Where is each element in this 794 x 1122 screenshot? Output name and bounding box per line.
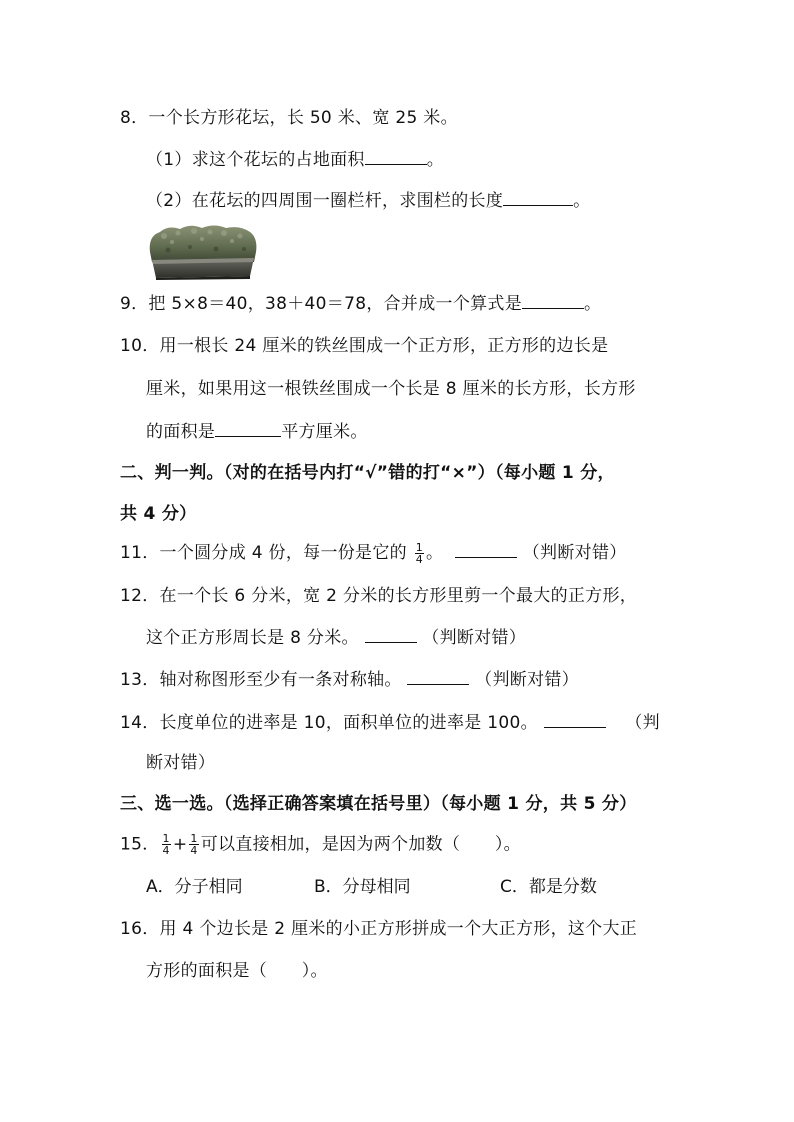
q16-line1-text: 16．用 4 个边长是 2 厘米的小正方形拼成一个大正方形，这个大正 xyxy=(120,919,638,939)
q13 xyxy=(120,668,579,691)
q14-line2 xyxy=(146,752,215,774)
q10-line1 xyxy=(120,335,608,357)
q15-fraction-2 xyxy=(189,833,198,856)
q13-tail: （判断对错） xyxy=(475,670,579,690)
q10-answer-blank[interactable] xyxy=(215,420,281,437)
q15 xyxy=(120,833,521,856)
q12-line1 xyxy=(120,585,637,607)
q8-part1-end: 。 xyxy=(426,150,445,170)
q8-stem-text: 8．一个长方形花坛，长 50 米、宽 25 米。 xyxy=(120,108,458,128)
q11-frac-denominator: 4 xyxy=(415,552,423,566)
q8-part2-text: （2）在花坛的四周围一圈栏杆，求围栏的长度 xyxy=(146,191,504,211)
q15-prefix: 15． xyxy=(120,834,160,855)
section2-title-text1: 二、判一判。（对的在括号内打“√”错的打“×”）（每小题 1 分， xyxy=(120,463,615,483)
section3-title xyxy=(120,793,637,815)
q10-line3-text-a: 的面积是 xyxy=(146,422,216,442)
q10-line3 xyxy=(146,420,368,443)
section2-title-line2 xyxy=(120,503,196,525)
q12-line2-text: 这个正方形周长是 8 分米。 xyxy=(146,628,359,648)
q16-line2 xyxy=(146,960,328,982)
q16-line2-text: 方形的面积是（ ）。 xyxy=(146,961,328,981)
q11-fraction xyxy=(415,542,424,565)
q10-line3-text-b: 平方厘米。 xyxy=(281,422,368,442)
q8-part2-end: 。 xyxy=(573,191,591,211)
q15-option-a-text: A．分子相同 xyxy=(146,877,243,897)
q8-part1-text: （1）求这个花坛的占地面积 xyxy=(146,150,365,170)
flowerbed-image xyxy=(146,222,260,280)
q15-option-b[interactable] xyxy=(314,876,411,898)
q14-tail1: （判 xyxy=(625,713,660,733)
q8-part1-answer-blank[interactable] xyxy=(365,148,427,165)
q14-answer-blank[interactable] xyxy=(544,711,606,728)
q8-stem xyxy=(120,107,458,129)
q11-frac-numerator: 1 xyxy=(415,540,423,554)
q9-end: 。 xyxy=(584,294,602,314)
q15-text: 可以直接相加，是因为两个加数（ ）。 xyxy=(200,834,521,855)
q16-line1 xyxy=(120,918,637,940)
q8-part1 xyxy=(146,148,444,171)
section2-title-line1 xyxy=(120,462,615,484)
q10-line2-text: 厘米，如果用这一根铁丝围成一个长是 8 厘米的长方形，长方形 xyxy=(146,379,636,399)
q11-after: 。 xyxy=(426,543,444,563)
q10-line1-text: 10．用一根长 24 厘米的铁丝围成一个正方形，正方形的边长是 xyxy=(120,336,609,356)
q12-tail: （判断对错） xyxy=(422,628,527,648)
q10-line2 xyxy=(146,378,636,400)
q11 xyxy=(120,541,627,565)
q11-tail: （判断对错） xyxy=(522,543,627,563)
q15-option-c[interactable] xyxy=(500,876,597,898)
q15-frac2-denominator: 4 xyxy=(190,844,198,857)
q14-line1 xyxy=(120,711,660,734)
q12-line1-text: 12．在一个长 6 分米，宽 2 分米的长方形里剪一个最大的正方形， xyxy=(120,586,638,606)
flowerbed-icon xyxy=(146,222,260,280)
section3-title-text: 三、选一选。（选择正确答案填在括号里）（每小题 1 分，共 5 分） xyxy=(120,794,637,814)
q15-fraction-1 xyxy=(162,833,171,856)
q15-frac1-denominator: 4 xyxy=(162,844,170,857)
section2-title-text2: 共 4 分） xyxy=(120,504,197,524)
q9-answer-blank[interactable] xyxy=(522,292,584,309)
q8-part2-answer-blank[interactable] xyxy=(503,189,573,206)
q12-line2 xyxy=(146,626,526,649)
q12-answer-blank[interactable] xyxy=(365,626,417,643)
q15-frac1-numerator: 1 xyxy=(162,832,170,845)
q13-text: 13．轴对称图形至少有一条对称轴。 xyxy=(120,670,402,690)
q15-option-b-text: B．分母相同 xyxy=(314,877,411,897)
q15-plus: + xyxy=(172,834,188,855)
q15-frac2-numerator: 1 xyxy=(190,832,198,845)
q15-option-c-text: C．都是分数 xyxy=(500,877,597,897)
q11-text: 11．一个圆分成 4 份，每一份是它的 xyxy=(120,543,407,563)
q9 xyxy=(120,292,601,315)
q9-text: 9．把 5×8＝40，38＋40＝78，合并成一个算式是 xyxy=(120,294,523,314)
q11-answer-blank[interactable] xyxy=(455,541,517,558)
q14-line2-text: 断对错） xyxy=(146,753,216,773)
q8-part2 xyxy=(146,189,590,212)
q15-option-a[interactable] xyxy=(146,876,243,898)
q13-answer-blank[interactable] xyxy=(407,668,469,685)
q14-line1-text: 14．长度单位的进率是 10，面积单位的进率是 100。 xyxy=(120,713,538,733)
